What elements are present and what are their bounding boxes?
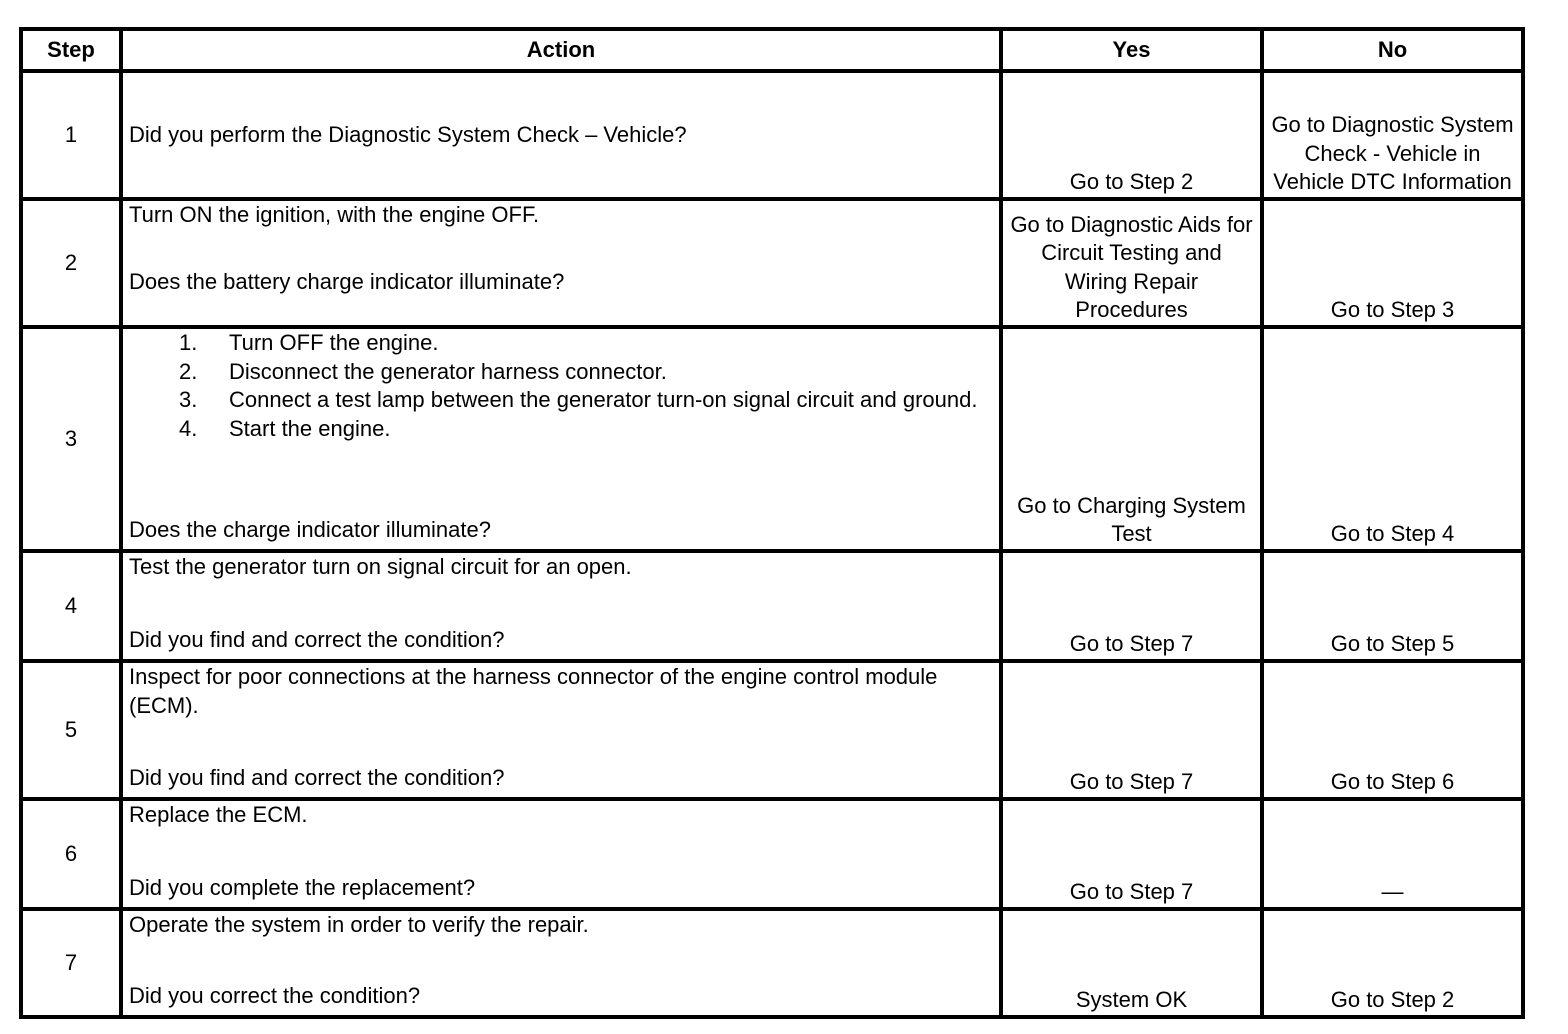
table-row [21,799,1523,909]
substep-number: 4. [179,415,198,441]
table-row [21,661,1523,799]
list-item [179,386,993,415]
substep-number: 1. [179,330,198,355]
action-cell [121,327,1001,551]
action-question: Does the battery charge indicator illuminate? [129,269,565,295]
step-number: 5 [21,661,121,799]
substep-list [129,329,993,443]
table-row [21,71,1523,199]
action-instruction: Inspect for poor connections at the harness connector of the engine control module (ECM). [129,664,938,718]
action-cell [121,199,1001,327]
substep-number: 2. [179,358,198,384]
no-cell: Go to Step 2 [1262,909,1523,1017]
substep-number: 3. [179,387,198,413]
substep-text: Connect a test lamp between the generator turn-on signal circuit and ground. [229,387,978,413]
yes-cell: Go to Charging System Test [1001,327,1262,551]
step-number: 3 [21,327,121,551]
table-row [21,551,1523,661]
step-number: 7 [21,909,121,1017]
header-row [21,29,1523,71]
no-cell: Go to Step 5 [1262,551,1523,661]
action-instruction: Replace the ECM. [129,802,308,827]
step-number: 1 [21,71,121,199]
substep-text: Disconnect the generator harness connector. [229,358,667,384]
action-instruction: Turn ON the ignition, with the engine OFF. [129,202,540,227]
yes-cell: System OK [1001,909,1262,1017]
substep-text: Turn OFF the engine. [229,330,439,355]
list-item [179,329,993,358]
table-row [21,327,1523,551]
no-cell: Go to Step 4 [1262,327,1523,551]
header-step: Step [21,29,121,71]
action-cell [121,71,1001,199]
header-yes: Yes [1001,29,1262,71]
action-cell [121,551,1001,661]
step-number: 6 [21,799,121,909]
step-number: 2 [21,199,121,327]
table-row [21,909,1523,1017]
action-instruction: Test the generator turn on signal circuit for an open. [129,554,632,579]
yes-cell: Go to Diagnostic Aids for Circuit Testing and Wiring Repair Procedures [1001,199,1262,327]
action-question: Did you correct the condition? [129,983,421,1009]
list-item [179,415,993,444]
no-cell: Go to Step 6 [1262,661,1523,799]
action-question: Did you find and correct the condition? [129,627,505,653]
step-number: 4 [21,551,121,661]
action-question: Did you perform the Diagnostic System Check – Vehicle? [129,121,687,147]
yes-cell: Go to Step 7 [1001,661,1262,799]
action-instruction: Operate the system in order to verify the repair. [129,912,589,937]
action-question: Did you find and correct the condition? [129,765,505,791]
no-cell: — [1262,799,1523,909]
action-question: Did you complete the replacement? [129,875,476,901]
table-row [21,199,1523,327]
action-cell [121,909,1001,1017]
substep-text: Start the engine. [229,415,391,441]
yes-cell: Go to Step 7 [1001,551,1262,661]
action-cell [121,799,1001,909]
no-cell: Go to Step 3 [1262,199,1523,327]
action-question: Does the charge indicator illuminate? [129,517,491,543]
list-item [179,358,993,387]
header-action: Action [121,29,1001,71]
action-cell [121,661,1001,799]
no-cell: Go to Diagnostic System Check - Vehicle in Vehicle DTC Information [1262,71,1523,199]
diagnostic-table [19,27,1525,1019]
header-no: No [1262,29,1523,71]
yes-cell: Go to Step 2 [1001,71,1262,199]
yes-cell: Go to Step 7 [1001,799,1262,909]
